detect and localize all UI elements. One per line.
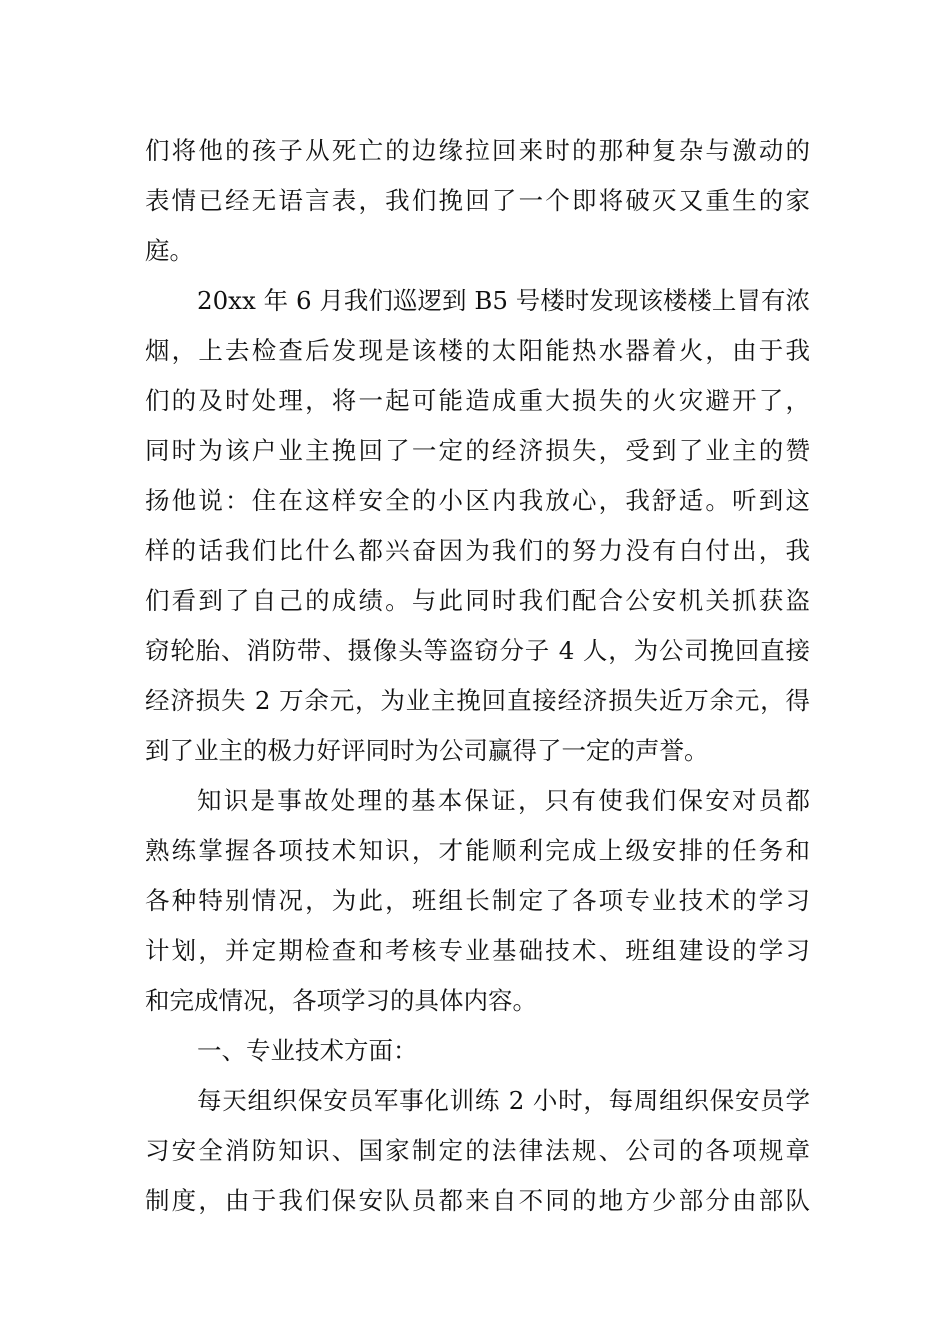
text-line: 和完成情况，各项学习的具体内容。 xyxy=(145,986,537,1015)
text-line: 各种特别情况，为此，班组长制定了各项专业技术的学习 xyxy=(145,886,810,915)
text-line: 表情已经无语言表，我们挽回了一个即将破灭又重生的家 xyxy=(145,186,810,215)
text-line: 知识是事故处理的基本保证，只有使我们保安对员都 xyxy=(197,786,810,815)
body-text xyxy=(145,126,810,1226)
text-line: 烟，上去检查后发现是该楼的太阳能热水器着火，由于我 xyxy=(145,336,810,365)
text-line: 样的话我们比什么都兴奋因为我们的努力没有白付出，我 xyxy=(145,536,810,565)
text-line: 扬他说：住在这样安全的小区内我放心，我舒适。听到这 xyxy=(145,486,810,515)
text-line: 到了业主的极力好评同时为公司赢得了一定的声誉。 xyxy=(145,736,709,765)
text-line: 们将他的孩子从死亡的边缘拉回来时的那种复杂与激动的 xyxy=(145,136,810,165)
text-line: 经济损失 2 万余元，为业主挽回直接经济损失近万余元，得 xyxy=(145,686,810,715)
text-line: 计划，并定期检查和考核专业基础技术、班组建设的学习 xyxy=(145,936,810,965)
text-line: 们的及时处理，将一起可能造成重大损失的火灾避开了， xyxy=(145,386,810,415)
text-line: 窃轮胎、消防带、摄像头等盗窃分子 4 人，为公司挽回直接 xyxy=(145,636,810,665)
text-line: 每天组织保安员军事化训练 2 小时，每周组织保安员学 xyxy=(197,1086,810,1115)
text-line: 庭。 xyxy=(145,236,194,265)
text-line: 20xx 年 6 月我们巡逻到 B5 号楼时发现该楼楼上冒有浓 xyxy=(197,286,810,315)
text-line: 制度，由于我们保安队员都来自不同的地方少部分由部队 xyxy=(145,1186,810,1215)
text-line: 们看到了自己的成绩。与此同时我们配合公安机关抓获盗 xyxy=(145,586,810,615)
text-line: 一、专业技术方面： xyxy=(197,1036,418,1065)
text-line: 熟练掌握各项技术知识，才能顺利完成上级安排的任务和 xyxy=(145,836,810,865)
text-line: 习安全消防知识、国家制定的法律法规、公司的各项规章 xyxy=(145,1136,810,1165)
text-line: 同时为该户业主挽回了一定的经济损失，受到了业主的赞 xyxy=(145,436,810,465)
